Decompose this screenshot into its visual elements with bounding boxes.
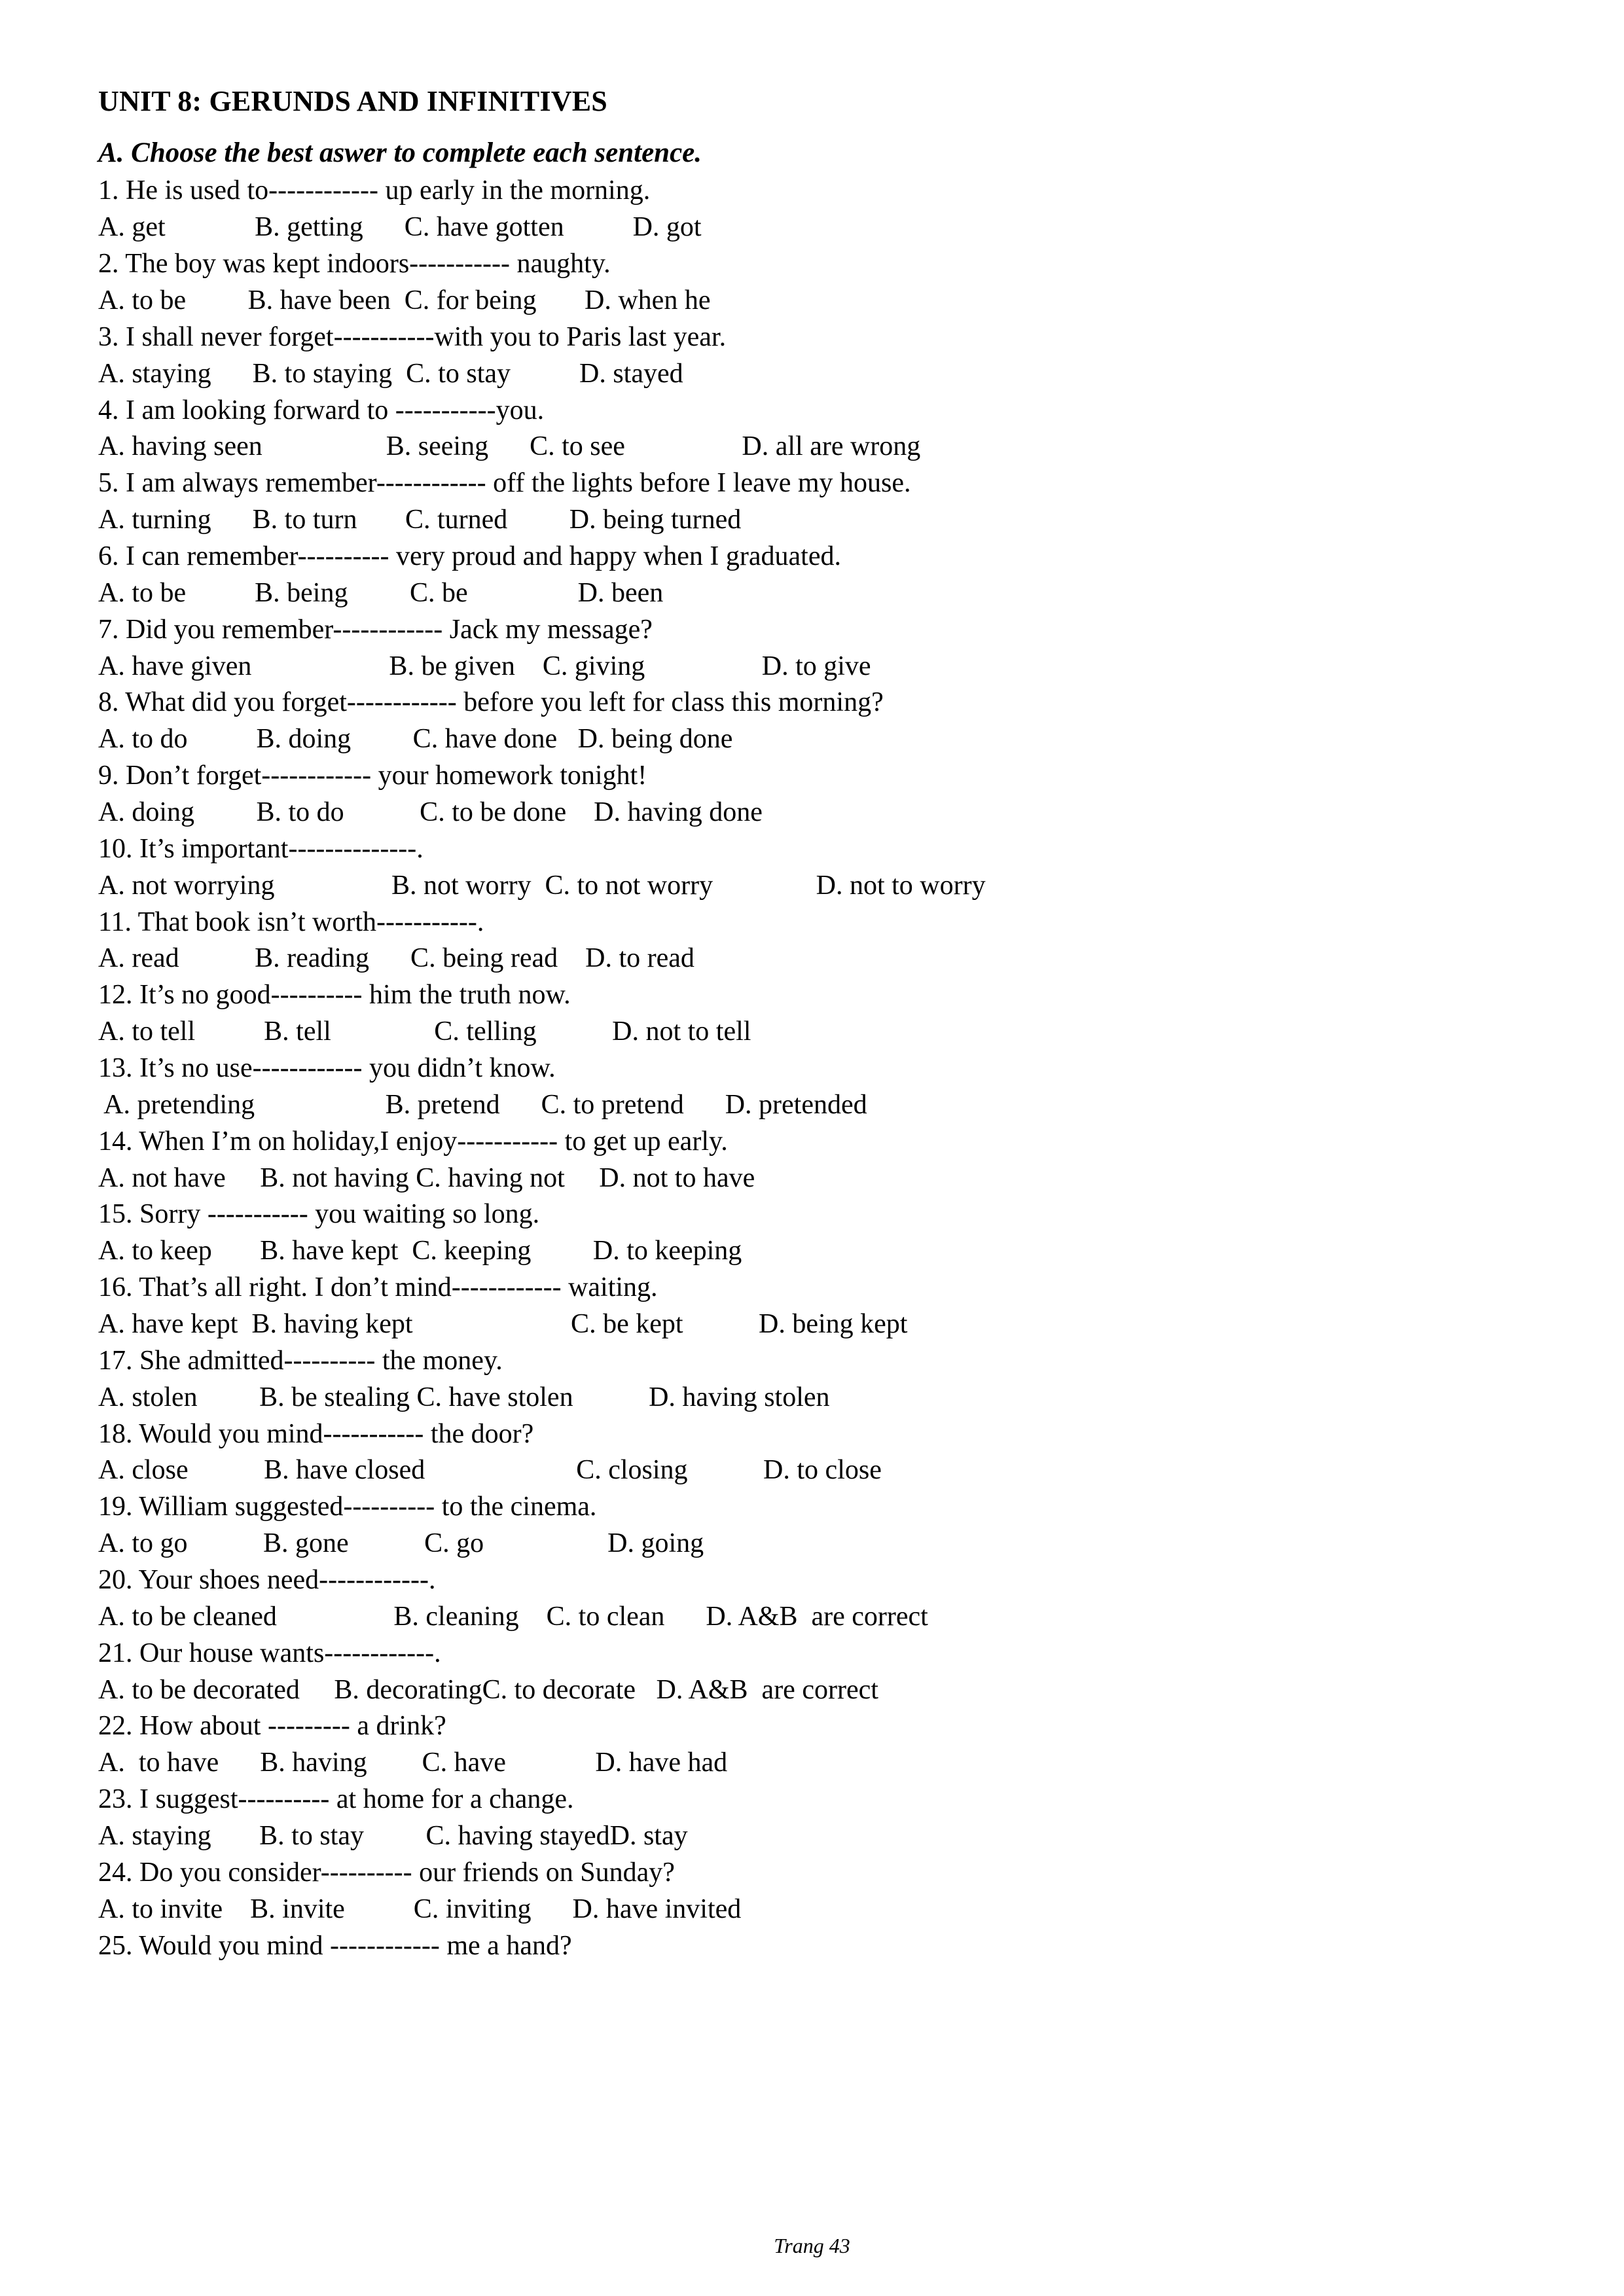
answer-options[interactable]: A. to be B. being C. be D. been <box>98 577 664 608</box>
question-text: 15. Sorry ----------- you waiting so long. <box>98 1199 540 1230</box>
question-text: 5. I am always remember------------ off the lights before I leave my house. <box>98 468 911 499</box>
answer-options[interactable]: A. staying B. to stay C. having stayedD. stay <box>98 1821 688 1852</box>
section-a-heading: A. Choose the best aswer to complete each sentence. <box>98 137 702 168</box>
answer-options[interactable]: A. stolen B. be stealing C. have stolen D. having stolen <box>98 1382 830 1412</box>
question-text: 13. It’s no use------------ you didn’t know. <box>98 1052 556 1083</box>
answer-options[interactable]: A. not have B. not having C. having not D. not to have <box>98 1162 755 1193</box>
answer-options[interactable]: A. to invite B. invite C. inviting D. have invited <box>98 1893 742 1924</box>
answer-options[interactable]: A. to tell B. tell C. telling D. not to tell <box>98 1016 751 1047</box>
question-text: 10. It’s important--------------. <box>98 833 424 864</box>
question-text: 25. Would you mind ------------ me a hand? <box>98 1930 572 1961</box>
question-text: 2. The boy was kept indoors----------- naughty. <box>98 249 611 279</box>
answer-options[interactable]: A. to be decorated B. decoratingC. to decorate D. A&B are correct <box>98 1674 878 1705</box>
question-text: 22. How about --------- a drink? <box>98 1711 446 1742</box>
answer-options[interactable]: A. read B. reading C. being read D. to read <box>98 943 695 974</box>
answer-options[interactable]: A. to go B. gone C. go D. going <box>98 1528 704 1559</box>
question-text: 11. That book isn’t worth-----------. <box>98 906 484 937</box>
question-text: 17. She admitted---------- the money. <box>98 1345 503 1376</box>
answer-options[interactable]: A. pretending B. pretend C. to pretend D. pretended <box>98 1089 867 1120</box>
question-text: 1. He is used to------------ up early in the morning. <box>98 175 651 206</box>
answer-options[interactable]: A. have given B. be given C. giving D. to give <box>98 651 871 681</box>
question-text: 24. Do you consider---------- our friends on Sunday? <box>98 1857 675 1888</box>
question-text: 16. That’s all right. I don’t mind------------ waiting. <box>98 1272 658 1303</box>
answer-options[interactable]: A. to keep B. have kept C. keeping D. to keeping <box>98 1236 742 1266</box>
answer-options[interactable]: A. not worrying B. not worry C. to not worry D. not to worry <box>98 870 986 901</box>
page-footer: Trang 43 <box>774 2234 850 2257</box>
answer-options[interactable]: A. to be B. have been C. for being D. when he <box>98 285 711 315</box>
question-text: 12. It’s no good---------- him the truth now. <box>98 980 571 1011</box>
question-text: 3. I shall never forget-----------with you to Paris last year. <box>98 321 727 352</box>
question-text: 19. William suggested---------- to the cinema. <box>98 1492 597 1522</box>
question-text: 18. Would you mind----------- the door? <box>98 1418 534 1449</box>
answer-options[interactable]: A. to do B. doing C. have done D. being done <box>98 724 733 755</box>
answer-options[interactable]: A. close B. have closed C. closing D. to close <box>98 1455 882 1486</box>
question-text: 20. Your shoes need------------. <box>98 1565 436 1595</box>
answer-options[interactable]: A. doing B. to do C. to be done D. having done <box>98 797 763 827</box>
question-text: 7. Did you remember------------ Jack my message? <box>98 614 653 645</box>
question-text: 6. I can remember---------- very proud and happy when I graduated. <box>98 541 841 571</box>
answer-options[interactable]: A. to have B. having C. have D. have had <box>98 1748 728 1778</box>
answer-options[interactable]: A. have kept B. having kept C. be kept D. being kept <box>98 1308 908 1339</box>
question-text: 8. What did you forget------------ before you left for class this morning? <box>98 687 884 718</box>
answer-options[interactable]: A. get B. getting C. have gotten D. got <box>98 212 702 243</box>
answer-options[interactable]: A. staying B. to staying C. to stay D. stayed <box>98 358 683 389</box>
question-list <box>98 173 1526 1964</box>
answer-options[interactable]: A. to be cleaned B. cleaning C. to clean D. A&B are correct <box>98 1601 928 1632</box>
question-text: 23. I suggest---------- at home for a change. <box>98 1784 574 1815</box>
answer-options[interactable]: A. turning B. to turn C. turned D. being turned <box>98 505 742 535</box>
question-text: 9. Don’t forget------------ your homework tonight! <box>98 761 647 791</box>
question-text: 4. I am looking forward to -----------you. <box>98 395 545 425</box>
page-title: UNIT 8: GERUNDS AND INFINITIVES <box>98 85 607 117</box>
answer-options[interactable]: A. having seen B. seeing C. to see D. all are wrong <box>98 431 921 462</box>
question-text: 21. Our house wants------------. <box>98 1638 441 1668</box>
question-text: 14. When I’m on holiday,I enjoy----------- to get up early. <box>98 1126 728 1157</box>
